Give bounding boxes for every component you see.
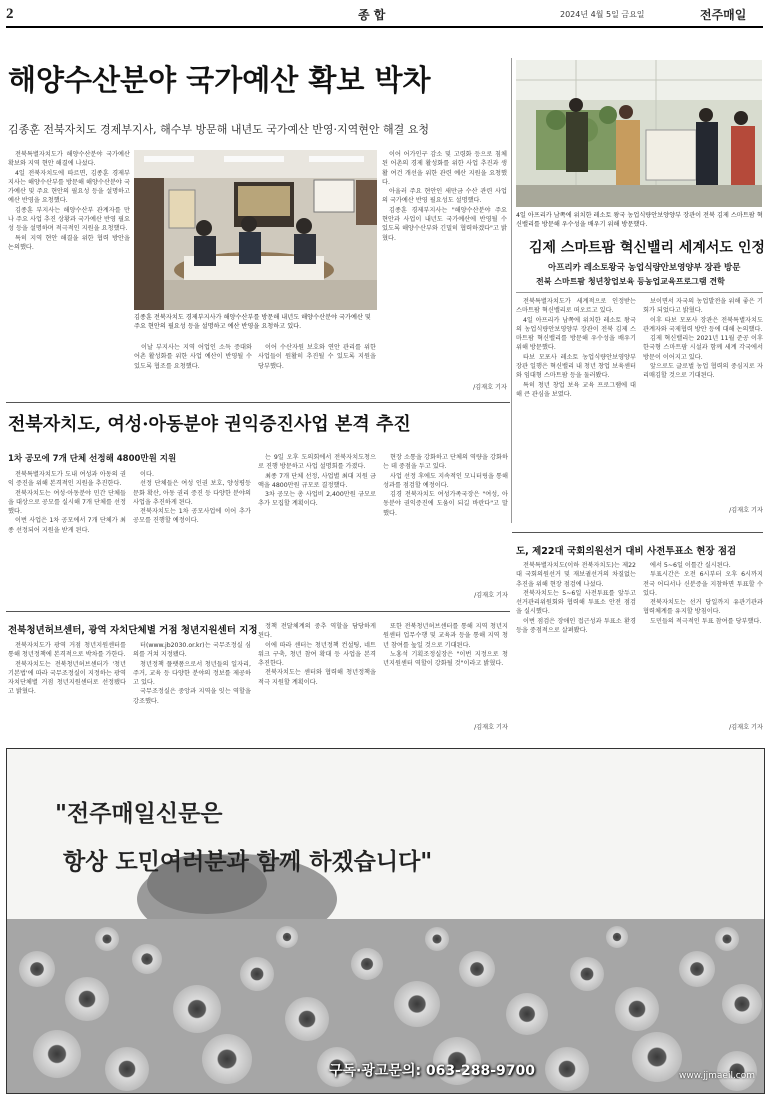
article1-col2b: 이어 수산자원 보호와 연안 관리를 위한 사업들이 원활히 추진될 수 있도록 지원을 당부했다.	[258, 344, 376, 370]
side-byline: /김재호 기자	[729, 507, 763, 514]
article-divider-3	[6, 611, 510, 612]
article2-col2: 이다. 선정 단체들은 여성 인권 보호, 양성평등 문화 확산, 아동 권리 증진 등 다양한 분야의 사업을 추진하게 된다. 전북자치도는 1차 공모사업에 이어 추가 공모를 진행할 예정이다.	[133, 471, 251, 525]
column-divider	[511, 58, 512, 523]
ad-slogan-line1: "전주매일신문은	[55, 800, 223, 827]
side-subhead-1: 아프리카 레소토왕국 농업식량안보영양부 장관 방문	[548, 263, 741, 273]
smartfarm-photo-caption: 4일 아프리카 남쪽에 위치한 레소토 왕국 농업식량안보양양부 장관이 전북 김제 스마트팜 혁신밸리를 방문해 우수성을 배우기 위해 방문했다.	[516, 212, 763, 228]
side-subhead-2: 전북 스마트팜 청년창업보육 등농업교육프로그램 견학	[536, 277, 725, 286]
article2-subhead: 1차 공모에 7개 단체 선정해 4800만원 지원	[8, 454, 177, 464]
article2-headline: 전북자치도, 여성·아동분야 권익증진사업 본격 추진	[8, 414, 411, 435]
issue-date: 2024년 4월 5일 금요일	[560, 10, 645, 19]
paper-name: 전주매일	[700, 8, 747, 22]
section-name: 종 합	[358, 8, 386, 22]
article2-col4: 현장 소통을 강화하고 단체의 역량을 강화하는 데 중점을 두고 있다. 사업 선정 후에도 지속적인 모니터링을 통해 성과를 점검할 예정이다. 김경 전북자치도 여성가족국장은 "여성, 아동분야 권익증진에 도움이 되길 바란다"고 말했다.	[383, 454, 508, 517]
article1-col3: 이어 어가인구 감소 및 고령화 등으로 침체된 어촌의 경제 활성화를 위한 사업 추진과 생활 여건 개선을 위한 관련 예산 지원을 요청했다. 아울러 주요 현안인 새만금 수산 관련 사업의 국가예산 반영 필요성도 설명했다. 김종훈 경제부지사는 "해양수산분야 주요 현안과 사업이 내년도 국가예산에 반영될 수 있도록 해양수산부와 긴밀히 협력하겠다"고 밝혔다.	[382, 151, 507, 242]
article4-col2: 에서 5~6일 이틀간 실시된다. 투표시간은 오전 6시부터 오후 6시까지 전국 어디서나 신분증을 지참하면 투표할 수 있다. 전북자치도는 선거 당일까지 유관기관과 협력체계를 유지할 방침이다. 도민들의 적극적인 투표 참여를 당부했다.	[643, 562, 763, 625]
article3-col3: 정책 전달체계의 중추 역할을 담당하게 된다. 이에 따라 센터는 청년정책 컨설팅, 네트워크 구축, 청년 참여 확대 등 사업을 본격 추진한다. 전북자치도는 센터와 협력해 청년정책을 적극 지원할 계획이다.	[258, 623, 376, 686]
page-number: 2	[6, 6, 14, 22]
article3-col2: 터(www.jb2030.or.kr)는 국무조정실 심의를 거쳐 지정됐다. 청년정책 플랫폼으로서 청년들의 일자리, 주거, 교육 등 다양한 분야의 정보를 제공하고 있다. 국무조정실은 중앙과 지역을 잇는 역할을 강조했다.	[133, 642, 251, 705]
meeting-photo-caption: 김종훈 전북자치도 경제부지사가 해양수산부를 방문해 내년도 해양수산분야 국가예산 및 주요 현안의 필요성 등을 설명하고 예산 반영을 요청하고 있다.	[134, 314, 371, 330]
article1-headline: 해양수산분야 국가예산 확보 박차	[8, 63, 431, 97]
article4-col1: 전북특별자치도(이하 전북자치도)는 제22대 국회의원선거 및 재보궐선거의 차질없는 추진을 위해 현장 점검에 나섰다. 전북자치도는 5~6일 사전투표를 앞두고 선거관리위원회와 협력해 투표소 안전 점검을 실시했다. 이번 점검은 장애인 접근성과 투표소 환경 등을 중점적으로 살펴봤다.	[516, 562, 636, 635]
article3-headline: 전북청년허브센터, 광역 자치단체별 거점 청년지원센터 지정	[8, 625, 258, 636]
meeting-photo	[134, 150, 377, 310]
article2-byline: /김재호 기자	[474, 592, 508, 599]
article4-byline: /김재호 기자	[729, 724, 763, 731]
ad-website[interactable]: www.jjmaeil.com	[679, 1071, 756, 1081]
article1-byline: /김재호 기자	[473, 384, 507, 391]
article2-col3: 는 9일 오후 도의회에서 전북자치도청으로 진행 방문하고 사업 설명회를 가졌다. 최종 7개 단체 선정, 사업별 최대 지원 금액을 4800만원 규모로 결정했다. 3차 공모는 총 사업비 2,400만원 규모로 추가 모집할 계획이다.	[258, 454, 376, 508]
ad-banner	[6, 748, 765, 1094]
ad-contact: 구독·광고문의: 063-288-9700	[329, 1063, 535, 1079]
side-divider	[516, 292, 763, 293]
side-col2: 보이면서 자국의 농업발전을 위해 좋은 기회가 되었다고 밝혔다. 이후 타보 모포사 장관은 전북특별자치도 관계자와 국제협력 방안 등에 대해 논의했다. 김제 혁신밸리는 2021년 11월 준공 이후 한국형 스마트팜 시설과 함께 세계 각국에서 방문이 이어지고 있다. 앞으로도 글로벌 농업 협력의 중심지로 자리매김할 것으로 기대된다.	[643, 298, 763, 380]
article1-subhead: 김종훈 전북자치도 경제부지사, 해수부 방문해 내년도 국가예산 반영·지역현안 해결 요청	[8, 123, 429, 136]
header-rule	[6, 26, 763, 28]
article-divider-2	[512, 532, 763, 533]
side-col1: 전북특별자치도가 세계적으로 인정받는 스마트팜 혁신밸리로 떠오르고 있다. 4일 아프리카 남쪽에 위치한 레소토 왕국의 농업식량안보영양부 장관이 전북 김제 스마트팜 혁신밸리를 방문해 우수성을 배우기 위해 방문했다. 타보 모포사 레소토 농업식량안보영양부 장관 일행은 혁신밸리 내 청년 창업 보육센터와 임대형 스마트팜 등을 둘러봤다. 특히 청년 창업 보육 교육 프로그램에 대해 큰 관심을 보였다.	[516, 298, 636, 398]
article1-col1: 전북특별자치도가 해양수산분야 국가예산 확보와 지역 현안 해결에 나섰다. 4일 전북자치도에 따르면, 김종훈 경제부지사는 해양수산부를 방문해 해양수산분야 국가예산 및 주요 현안의 필요성 등을 설명하고 예산 반영을 요청했다. 김종훈 부지사는 해양수산부 관계자를 만나 주요 사업 추진 상황과 국가예산 반영 필요성 등을 설명하며 적극적인 지원을 요청했다. 특히 지역 현안 해결을 위한 협력 방안을 논의했다.	[8, 151, 130, 251]
article3-col4: 또한 전북청년허브센터를 통해 지역 청년지원센터 업무수행 및 교육과 등을 통해 지역 청년 참여를 높일 것으로 기대된다. 노홍석 기획조정실장은 "이번 지정으로 청년지원센터 역할이 강화될 것"이라고 밝혔다.	[383, 623, 508, 668]
article1-col2a: 이날 부지사는 지역 어업인 소득 증대와 어촌 활성화를 위한 사업 예산이 반영될 수 있도록 협조를 요청했다.	[134, 344, 252, 370]
article4-headline: 도, 제22대 국회의원선거 대비 사전투표소 현장 점검	[516, 546, 737, 557]
article2-col1: 전북특별자치도가 도내 여성과 아동의 권익 증진을 위해 본격적인 지원을 추진한다. 전북자치도는 여성·아동분야 민간 단체들을 대상으로 공모를 실시해 7개 단체를 선정했다. 이번 사업은 1차 공모에서 7개 단체가 최종 선정되어 지원을 받게 된다.	[8, 471, 126, 534]
side-headline: 김제 스마트팜 혁신밸리 세계서도 인정	[529, 240, 765, 256]
smartfarm-photo	[516, 60, 762, 207]
ad-slogan-line2: 항상 도민여러분과 함께 하겠습니다"	[63, 848, 433, 875]
article3-byline: /김재호 기자	[474, 724, 508, 731]
article3-col1: 전북자치도가 광역 거점 청년지원센터를 통해 청년정책에 본격적으로 박차를 가한다. 전북자치도는 전북청년허브센터가 '청년기본법'에 따라 국무조정실이 지정하는 광역 자치단체별 거점 청년지원센터로 선정됐다고 밝혔다.	[8, 642, 126, 696]
article-divider-1	[6, 402, 510, 403]
